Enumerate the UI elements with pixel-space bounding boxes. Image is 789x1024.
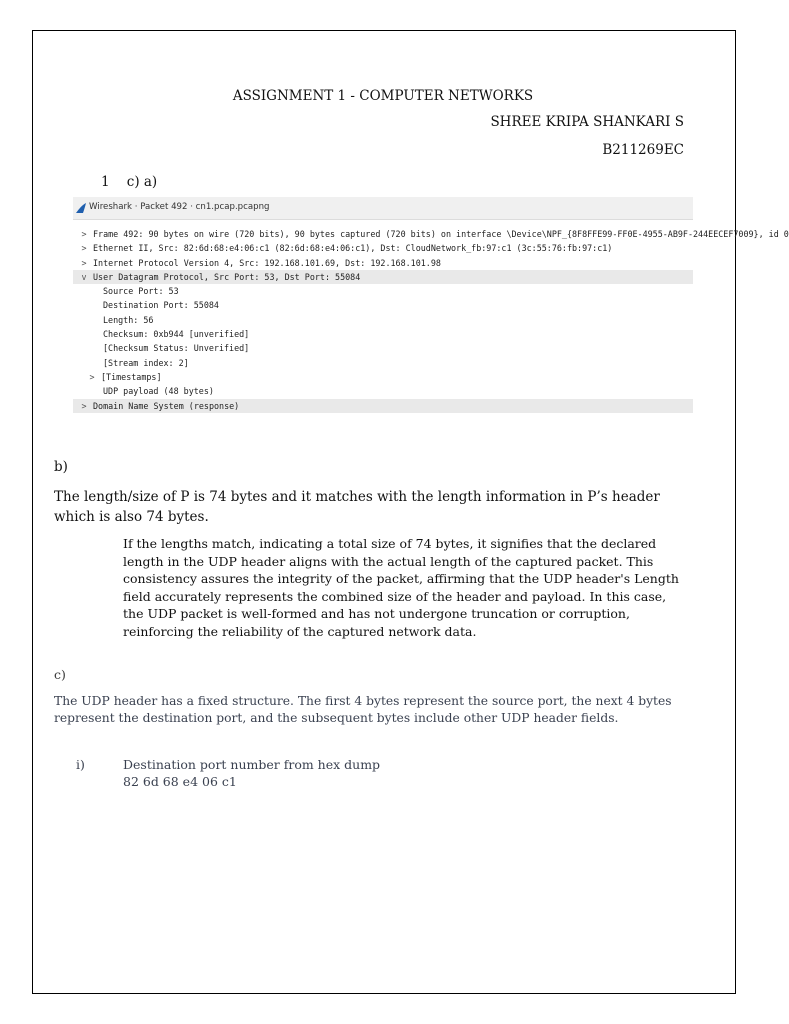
hex-dump-value: 82 6d 68 e4 06 c1 [123,774,237,789]
tree-row-timestamps[interactable] [73,370,693,384]
tree-row-udp[interactable] [73,270,693,284]
tree-row-stream-index[interactable] [73,356,693,370]
roll-number: B211269EC [602,142,684,158]
tree-row-text: Ethernet II, Src: 82:6d:68:e4:06:c1 (82:6d:68:e4:06:c1), Dst: CloudNetwork_fb:97:c1 (3c:55:76:fb:97:c1) [93,243,613,254]
tree-row-text: Frame 492: 90 bytes on wire (720 bits), 90 bytes captured (720 bits) on interface \Device\NPF_{8F8FFE99-FF0E-4955-AB9F-244EECEF7009}, id 0 [93,229,789,239]
wireshark-title-bar [73,197,693,220]
author-name: SHREE KRIPA SHANKARI S [490,114,684,130]
section-b-label: b) [54,459,68,475]
document-page [32,30,789,994]
tree-row-dns[interactable] [73,399,693,413]
wireshark-fin-icon [75,202,87,214]
expand-arrow-icon[interactable]: > [81,400,87,411]
collapse-arrow-icon[interactable]: v [81,271,87,282]
section-b-paragraph-1: The length/size of P is 74 bytes and it matches with the length information in P’s header which is also 74 bytes. [54,489,660,525]
tree-row-text: Length: 56 [103,314,154,325]
tree-row-text: Destination Port: 55084 [103,300,219,311]
tree-row-text: Internet Protocol Version 4, Src: 192.168.101.69, Dst: 192.168.101.98 [93,257,441,268]
wireshark-screenshot [73,197,789,423]
tree-row-text: [Stream index: 2] [103,357,189,368]
tree-row-checksum[interactable] [73,327,693,341]
expand-arrow-icon[interactable]: > [81,257,87,268]
expand-arrow-icon[interactable]: > [81,229,87,239]
question-label: 1 c) a) [101,174,158,190]
tree-row-text: Domain Name System (response) [93,400,240,411]
tree-row-text: [Checksum Status: Unverified] [103,343,250,354]
tree-row-frame[interactable] [73,227,789,241]
tree-row-checksum-status[interactable] [73,341,693,355]
tree-row-ethernet[interactable] [73,241,693,255]
tree-row-text: User Datagram Protocol, Src Port: 53, Dst Port: 55084 [93,271,361,282]
tree-row-length[interactable] [73,313,693,327]
page-title: ASSIGNMENT 1 - COMPUTER NETWORKS [232,88,534,104]
list-item-heading: Destination port number from hex dump [123,757,381,772]
expand-arrow-icon[interactable]: > [81,243,87,254]
tree-row-udp-payload[interactable] [73,384,693,398]
tree-row-source-port[interactable] [73,284,693,298]
wireshark-window-title: Wireshark · Packet 492 · cn1.pcap.pcapng [89,202,270,212]
tree-row-destination-port[interactable] [73,298,693,312]
section-b-paragraph-2: If the lengths match, indicating a total size of 74 bytes, it signifies that the declared length in the UDP header aligns with the actual length of the captured packet. This consistency assures the integrity of the packet, affirming that the UDP header's Length field accurately represents the combined size of the header and payload. In this case, the UDP packet is well-formed and has not undergone truncation or corruption, reinforcing the reliability of the captured network data. [123,536,679,639]
tree-row-text: Source Port: 53 [103,286,179,297]
packet-details-tree [73,227,789,413]
list-numeral: i) [76,757,85,772]
tree-row-ipv4[interactable] [73,256,693,270]
tree-row-text: [Timestamps] [101,371,162,382]
expand-arrow-icon[interactable]: > [89,371,95,382]
section-c-label: c) [54,667,66,682]
tree-row-text: UDP payload (48 bytes) [103,386,214,397]
tree-row-text: Checksum: 0xb944 [unverified] [103,329,250,340]
section-c-paragraph: The UDP header has a fixed structure. The first 4 bytes represent the source port, the next 4 bytes represent the destination port, and the subsequent bytes include other UDP header fields. [54,694,672,725]
